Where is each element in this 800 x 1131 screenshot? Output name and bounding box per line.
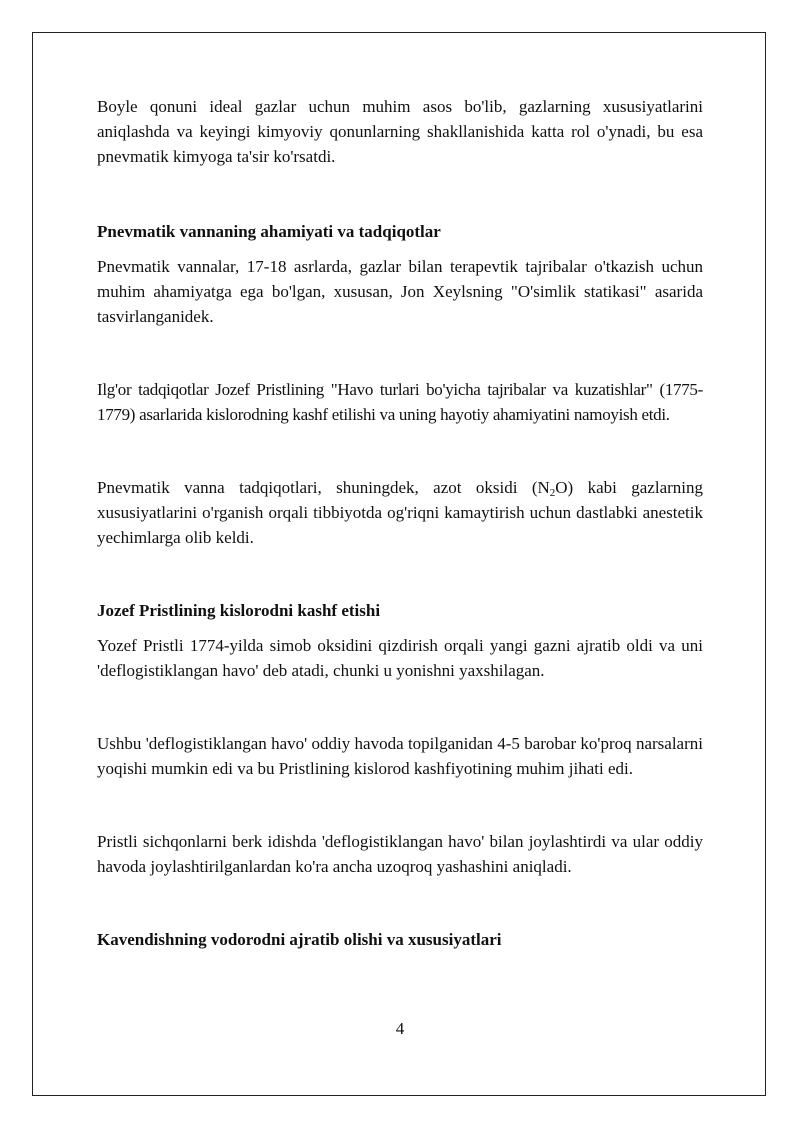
- page-number: 4: [395, 1019, 405, 1038]
- heading-cavendish-hydrogen: Kavendishning vodorodni ajratib olishi va xususiyatlari: [97, 930, 502, 949]
- paragraph-priestley-1774: Yozef Pristli 1774-yilda simob oksidini qizdirish orqali yangi gazni ajratib oldi va uni 'deflogistiklangan havo' deb atadi, chunki u yonishni yaxshilagan.: [97, 636, 703, 680]
- paragraph-advanced-research-text: Ilg'or tadqiqotlar Jozef Pristlining "Havo turlari bo'yicha tajribalar va kuzatishlar" (1775-1779) asarlarida kislorodning kashf etilishi va uning hayotiy ahamiyatini namoyish etdi.: [97, 380, 703, 424]
- paragraph-dephlogisticated-air: Ushbu 'deflogistiklangan havo' oddiy havoda topilganidan 4-5 barobar ko'proq narsalarni yoqishi mumkin edi va bu Pristlining kislorod kashfiyotining muhim jihati edi.: [97, 734, 703, 778]
- paragraph-pneumatic-baths: Pnevmatik vannalar, 17-18 asrlarda, gazlar bilan terapevtik tajribalar o'tkazish uchun muhim ahamiyatga ega bo'lgan, xususan, Jon Xeylsning "O'simlik statikasi" asarida tasvirlanganidek.: [97, 257, 703, 326]
- paragraph-nitrous-oxide-text-start: Pnevmatik vanna tadqiqotlari, shuningdek, azot oksidi (N: [97, 478, 550, 497]
- paragraph-boyle-law: Boyle qonuni ideal gazlar uchun muhim asos bo'lib, gazlarning xususiyatlarini aniqlashda va keyingi kimyoviy qonunlarning shakllanishida katta rol o'ynadi, bu esa pnevmatik kimyoga ta'sir ko'rsatdi.: [97, 97, 703, 166]
- paragraph-nitrous-oxide: [97, 475, 703, 550]
- paragraph-advanced-research: [97, 377, 703, 427]
- paragraph-mice-experiment: Pristli sichqonlarni berk idishda 'deflogistiklangan havo' bilan joylashtirdi va ular oddiy havoda joylashtirilganlardan ko'ra ancha uzoqroq yashashini aniqladi.: [97, 832, 703, 876]
- subscript-two: 2: [549, 487, 556, 499]
- heading-pneumatic-bath: Pnevmatik vannaning ahamiyati va tadqiqotlar: [97, 222, 441, 241]
- heading-priestley-oxygen: Jozef Pristlining kislorodni kashf etishi: [97, 601, 381, 620]
- page-content: [97, 94, 703, 952]
- paragraph-nitrous-oxide-text-end: O) kabi gazlarning xususiyatlarini o'rganish orqali tibbiyotda og'riqni kamaytirish uchun dastlabki anestetik yechimlarga olib keldi.: [97, 478, 704, 547]
